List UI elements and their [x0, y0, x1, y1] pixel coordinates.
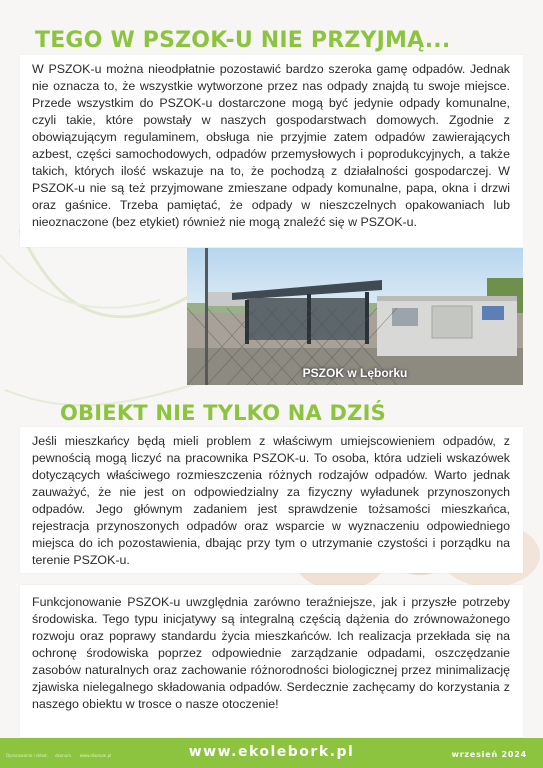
credit-brand: ekonum. [55, 753, 73, 758]
paragraph-sustainability: Funkcjonowanie PSZOK-u uwzględnia zarówno teraźniejsze, jak i przyszłe potrzeby środowiska. Tego typu inicjatywy są integralną częścią dążenia do zrównoważonego rozwoju oraz poprawy standardu życia mieszkańców. Ich realizacja przekłada się na ochronę środowiska poprzez odpowiednie zarządzanie odpadami, oszczędzanie zasobów naturalnych oraz zachowanie różnorodności biologicznej przez minimalizację zjawiska nielegalnego składowania odpadów. Serdecznie zachęcamy do korzystania z naszego obiektu w trosce o nasze otoczenie! [32, 595, 510, 711]
photo-caption: PSZOK w Lęborku [302, 366, 408, 380]
pszok-photo [187, 248, 523, 385]
paragraph-not-accepted-waste: W PSZOK-u można nieodpłatnie pozostawić bardzo szeroka gamę odpadów. Jednak nie oznacza to, że wszystkie wytworzone przez nas odpady znajdą tu swoje miejsce. Przede wszystkim do PSZOK-u dostarczone mogą być jedynie odpady komunalne, czyli takie, które powstały w naszych gospodarstwach domowych. Zgodnie z obowiązującym regulaminem, obsługa nie przyjmie zatem odpadów zawierających azbest, części samochodowych, odpadów przemysłowych i poprodukcyjnych, a także takich, których ilość wskazuje na to, że pochodzą z działalności gospodarczej. W PSZOK-u nie są też przyjmowane zmieszane odpady komunalne, papa, okna i drzwi oraz gaśnice. Trzeba pamiętać, że odpady w nieszczelnych opakowaniach lub nieoznaczone (bez etykiet) również nie mogą znaleźć się w PSZOK-u. [32, 62, 510, 229]
footer-bar [0, 738, 543, 768]
section-heading-facility: OBIEKT NIE TYLKO NA DZIŚ [60, 401, 386, 425]
credit-url: www.ekonum.pl [79, 753, 112, 758]
website-link[interactable]: www.ekolebork.pl [188, 744, 355, 760]
credit-label: Opracowanie i skład: [6, 753, 48, 758]
section-heading-not-accepted: TEGO W PSZOK-U NIE PRZYJMĄ... [35, 28, 451, 53]
issue-date: wrzesień 2024 [451, 750, 527, 759]
paragraph-staff-help: Jeśli mieszkańcy będą mieli problem z właściwym umiejscowieniem odpadów, z pewnością mogą liczyć na pracownika PSZOK-u. To osoba, która udzieli wskazówek dotyczących właściwego rozmieszczenia różnych rodzajów odpadów. Warto jednak zauważyć, że nie jest on odpowiedzialny za fizyczny wyładunek przynoszonych odpadów. Jego głównym zadaniem jest sprawdzenie tożsamości mieszkańca, rejestracja przynoszonych odpadów oraz wsparcie w wyznaczeniu odpowiedniego miejsca do ich pozostawienia, dbając przy tym o utrzymanie czystości i porządku na terenie PSZOK-u. [32, 434, 510, 567]
